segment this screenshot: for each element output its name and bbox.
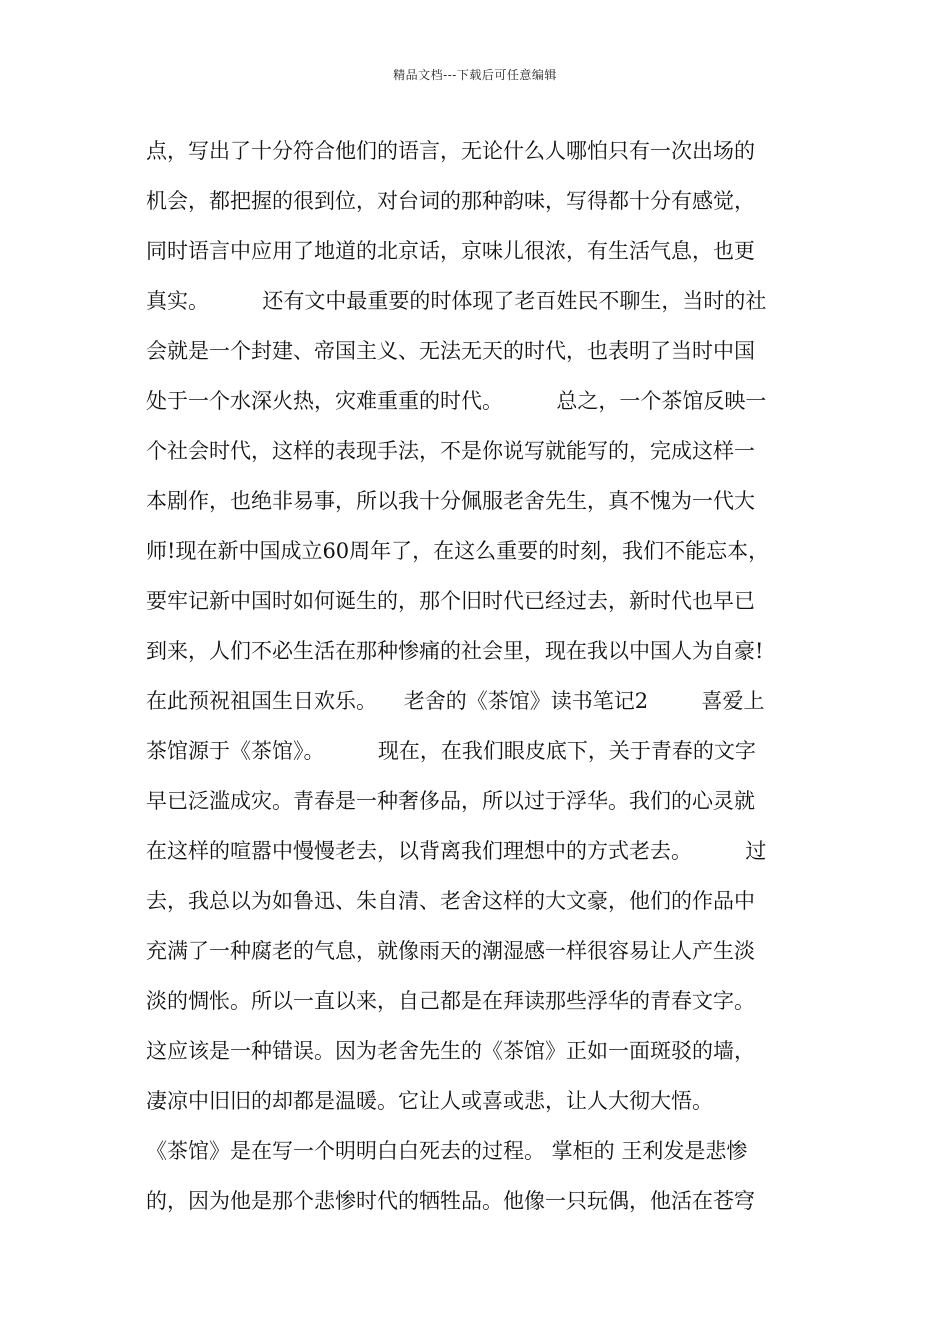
text-line: 淡的惆怅。所以一直以来，自己都是在拜读那些浮华的青春文字。 — [146, 989, 755, 1013]
text-line: 个社会时代，这样的表现手法，不是你说写就能写的，完成这样一 — [146, 439, 755, 463]
text-line: 要牢记新中国时如何诞生的，那个旧时代已经过去，新时代也早已 — [146, 589, 755, 613]
text-line: 机会，都把握的很到位，对台词的那种韵味，写得都十分有感觉， — [146, 189, 755, 213]
text-line: 到来，人们不必生活在那种惨痛的社会里，现在我以中国人为自豪! — [146, 639, 764, 663]
text-line: 充满了一种腐老的气息，就像雨天的潮湿感一样很容易让人产生淡 — [146, 939, 755, 963]
text-line: 这应该是一种错误。因为老舍先生的《茶馆》正如一面斑驳的墙， — [146, 1039, 755, 1063]
text-line: 《茶馆》是在写一个明明白白死去的过程。 掌柜的 王利发是悲惨 — [146, 1139, 748, 1163]
text-line: 在这样的喧嚣中慢慢老去，以背离我们理想中的方式老去。 过 — [146, 839, 767, 863]
text-line: 在此预祝祖国生日欢乐。 老舍的《茶馆》读书笔记2 喜爱上 — [146, 689, 765, 713]
text-line: 早已泛滥成灾。青春是一种奢侈品，所以过于浮华。我们的心灵就 — [146, 789, 755, 813]
text-line: 的，因为他是那个悲惨时代的牺牲品。他像一只玩偶，他活在苍穹 — [146, 1189, 755, 1213]
text-line: 点，写出了十分符合他们的语言，无论什么人哪怕只有一次出场的 — [146, 139, 755, 163]
page-header: 精品文档---下载后可任意编辑 — [393, 68, 557, 82]
text-line: 去，我总以为如鲁迅、朱自清、老舍这样的大文豪，他们的作品中 — [146, 889, 755, 913]
text-line: 同时语言中应用了地道的北京话，京味儿很浓，有生活气息，也更 — [146, 239, 755, 263]
text-line: 处于一个水深火热，灾难重重的时代。 总之，一个茶馆反映一 — [146, 389, 767, 413]
text-line: 茶馆源于《茶馆》。 现在，在我们眼皮底下，关于青春的文字 — [146, 739, 756, 763]
body-text — [146, 133, 816, 1233]
text-line: 真实。 还有文中最重要的时体现了老百姓民不聊生，当时的社 — [146, 289, 767, 313]
text-line: 凄凉中旧旧的却都是温暖。它让人或喜或悲，让人大彻大悟。 — [146, 1089, 713, 1113]
text-line: 会就是一个封建、帝国主义、无法无天的时代，也表明了当时中国 — [146, 339, 755, 363]
text-line: 本剧作，也绝非易事，所以我十分佩服老舍先生，真不愧为一代大 — [146, 489, 755, 513]
text-line: 师!现在新中国成立60周年了，在这么重要的时刻，我们不能忘本， — [146, 539, 770, 563]
